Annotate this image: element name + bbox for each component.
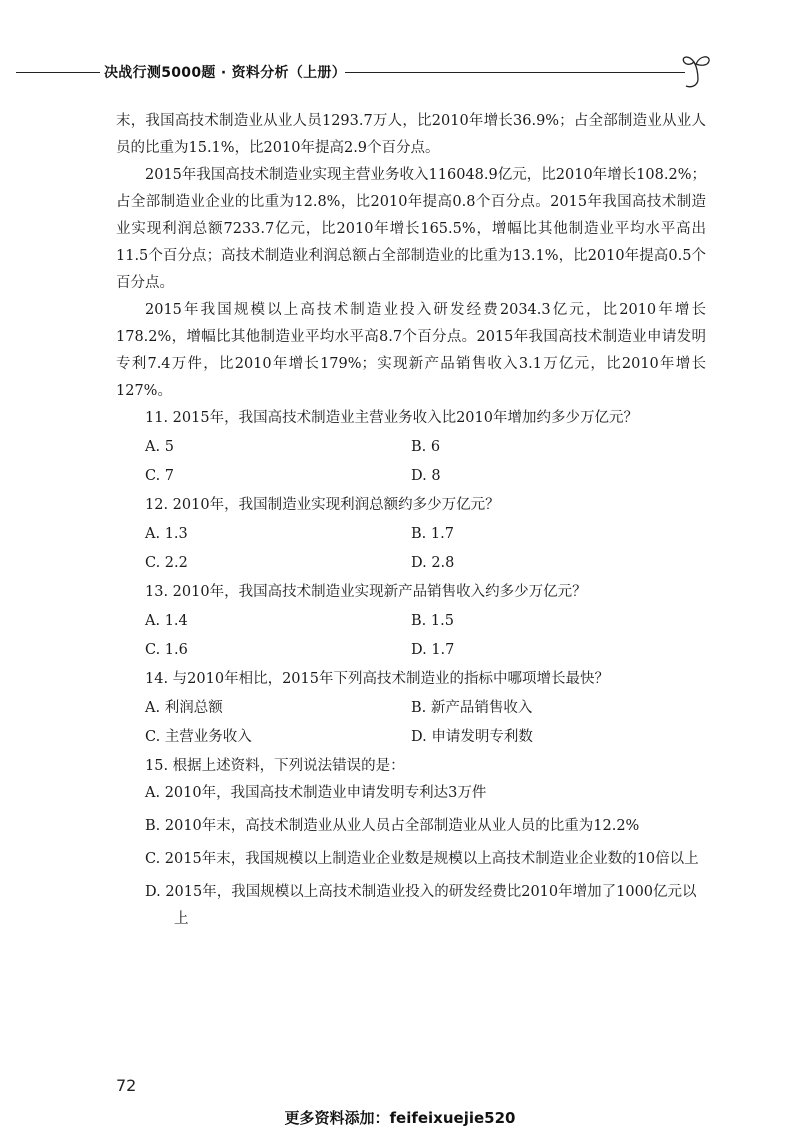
option-b: B. 6 (411, 439, 441, 455)
option-a: A. 1.3 (145, 526, 188, 542)
option-a: A. 2010年，我国高技术制造业申请发明专利达3万件 (145, 785, 487, 801)
header-rule-right (345, 72, 685, 73)
option-c: C. 主营业务收入 (145, 729, 252, 745)
page-number: 72 (116, 1076, 137, 1095)
option-c: C. 2015年末，我国规模以上制造业企业数是规模以上高技术制造业企业数的10倍以上 (145, 851, 699, 867)
option-b: B. 1.5 (411, 613, 454, 629)
question-11-options (116, 434, 706, 492)
question-11-stem: 11. 2015年，我国高技术制造业主营业务收入比2010年增加约多少万亿元？ (145, 410, 638, 426)
paragraph-1: 末，我国高技术制造业从业人员1293.7万人，比2010年增长36.9%；占全部制造业从业人员的比重为15.1%，比2010年提高2.9个百分点。 (116, 113, 706, 156)
footer-note: 更多资料添加：feifeixuejie520 (284, 1109, 516, 1127)
running-header (0, 50, 800, 90)
question-15-options (116, 780, 706, 933)
paragraph-3: 2015年我国规模以上高技术制造业投入研发经费2034.3亿元，比2010年增长178.2%，增幅比其他制造业平均水平高8.7个百分点。2015年我国高技术制造业申请发明专利7.4万件，比2010年增长179%；实现新产品销售收入3.1万亿元，比2010年增长127%。 (116, 302, 706, 399)
question-14-options (116, 695, 706, 753)
option-c: C. 1.6 (145, 642, 188, 658)
option-a: A. 利润总额 (145, 700, 223, 716)
option-b: B. 1.7 (411, 526, 454, 542)
question-12-options (116, 521, 706, 579)
option-d: D. 1.7 (411, 642, 455, 658)
page-content (116, 108, 706, 939)
option-d: D. 8 (411, 468, 441, 484)
paragraph-2: 2015年我国高技术制造业实现主营业务收入116048.9亿元，比2010年增长108.2%；占全部制造业企业的比重为12.8%，比2010年提高0.8个百分点。2015年我国高技术制造业实现利润总额7233.7亿元，比2010年增长165.5%，增幅比其他制造业平均水平高出11.5个百分点；高技术制造业利润总额占全部制造业的比重为13.1%，比2010年提高0.5个百分点。 (116, 167, 706, 291)
option-c: C. 2.2 (145, 555, 188, 571)
option-d: D. 申请发明专利数 (411, 729, 533, 745)
question-15-stem: 15. 根据上述资料，下列说法错误的是： (145, 758, 405, 774)
sprout-icon (678, 50, 718, 90)
question-13-stem: 13. 2010年，我国高技术制造业实现新产品销售收入约多少万亿元？ (145, 584, 587, 600)
book-title: 决战行测5000题 · 资料分析（上册） (104, 65, 347, 81)
option-b: B. 2010年末，高技术制造业从业人员占全部制造业从业人员的比重为12.2% (145, 818, 640, 834)
option-b: B. 新产品销售收入 (411, 700, 533, 716)
option-a: A. 1.4 (145, 613, 188, 629)
question-13-options (116, 608, 706, 666)
option-d: D. 2.8 (411, 555, 455, 571)
option-d: D. 2015年，我国规模以上高技术制造业投入的研发经费比2010年增加了1000亿元以上 (145, 884, 697, 927)
question-14-stem: 14. 与2010年相比，2015年下列高技术制造业的指标中哪项增长最快？ (145, 671, 609, 687)
option-a: A. 5 (145, 439, 174, 455)
question-12-stem: 12. 2010年，我国制造业实现利润总额约多少万亿元？ (145, 497, 500, 513)
option-c: C. 7 (145, 468, 175, 484)
header-rule-left (16, 72, 100, 73)
